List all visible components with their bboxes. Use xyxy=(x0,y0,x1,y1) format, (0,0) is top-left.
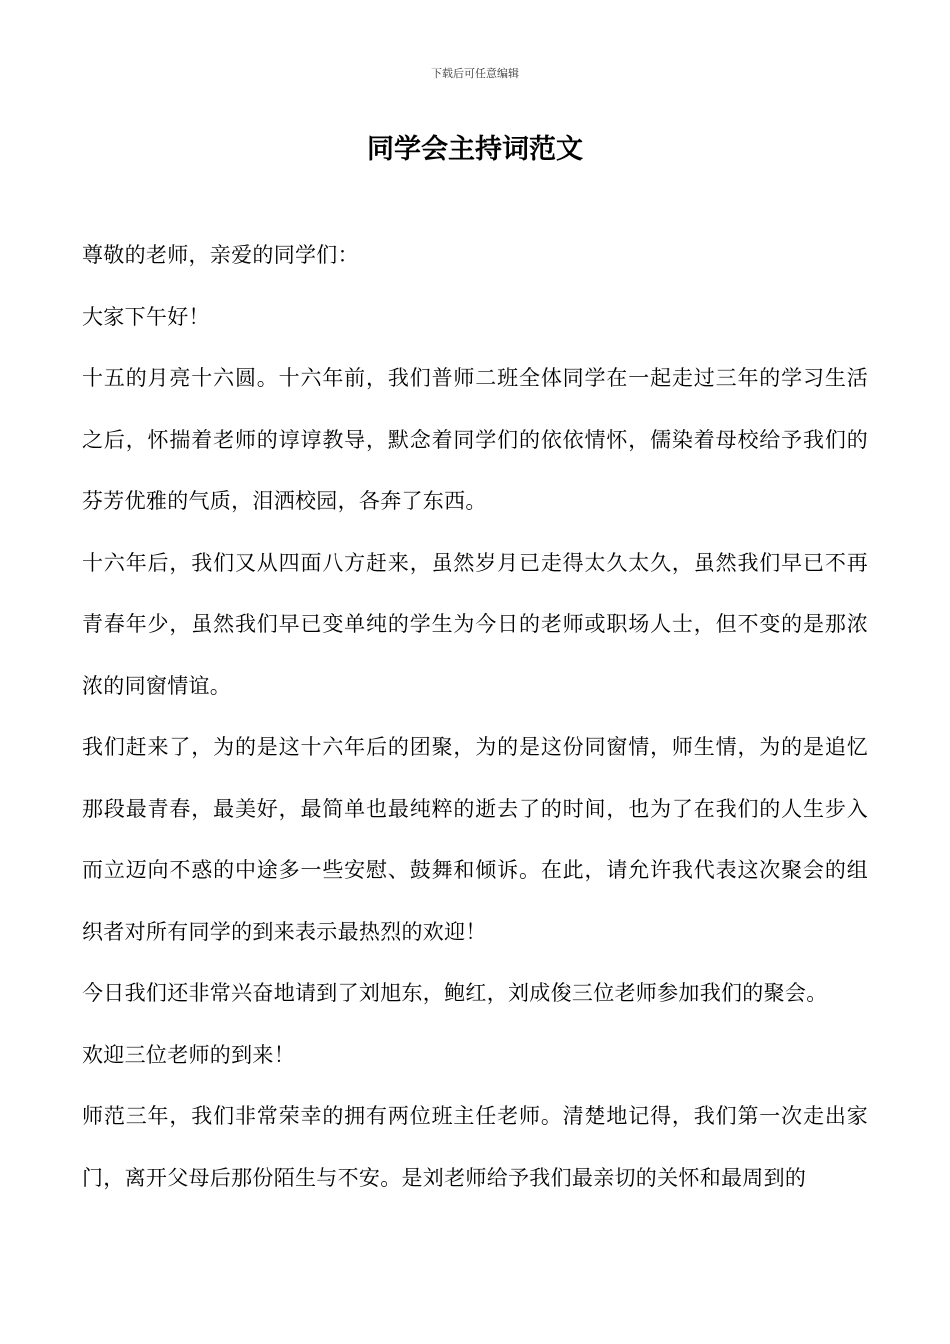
body-paragraph: 十六年后，我们又从四面八方赶来，虽然岁月已走得太久太久，虽然我们早已不再青春年少，虽然我们早已变单纯的学生为今日的老师或职场人士，但不变的是那浓浓的同窗情谊。 xyxy=(82,550,868,698)
body-paragraph: 师范三年，我们非常荣幸的拥有两位班主任老师。清楚地记得，我们第一次走出家门，离开父母后那份陌生与不安。是刘老师给予我们最亲切的关怀和最周到的 xyxy=(82,1104,868,1190)
header-note: 下载后可任意编辑 xyxy=(431,67,519,80)
body-paragraph: 十五的月亮十六圆。十六年前，我们普师二班全体同学在一起走过三年的学习生活之后，怀揣着老师的谆谆教导，默念着同学们的依依情怀，儒染着母校给予我们的芬芳优雅的气质，泪洒校园，各奔了东西。 xyxy=(82,366,868,513)
body-paragraph: 今日我们还非常兴奋地请到了刘旭东，鲍红，刘成俊三位老师参加我们的聚会。 xyxy=(82,981,828,1005)
greeting-paragraph: 大家下午好！ xyxy=(82,304,210,329)
document-title: 同学会主持词范文 xyxy=(367,134,583,165)
body-paragraph: 欢迎三位老师的到来！ xyxy=(82,1042,295,1067)
document-body xyxy=(82,225,868,1209)
salutation-paragraph: 尊敬的老师，亲爱的同学们： xyxy=(82,243,359,267)
body-paragraph: 我们赶来了，为的是这十六年后的团聚，为的是这份同窗情，师生情，为的是追忆那段最青春，最美好，最简单也最纯粹的逝去了的时间，也为了在我们的人生步入而立迈向不惑的中途多一些安慰、鼓舞和倾诉。在此，请允许我代表这次聚会的组织者对所有同学的到来表示最热烈的欢迎！ xyxy=(82,735,868,944)
